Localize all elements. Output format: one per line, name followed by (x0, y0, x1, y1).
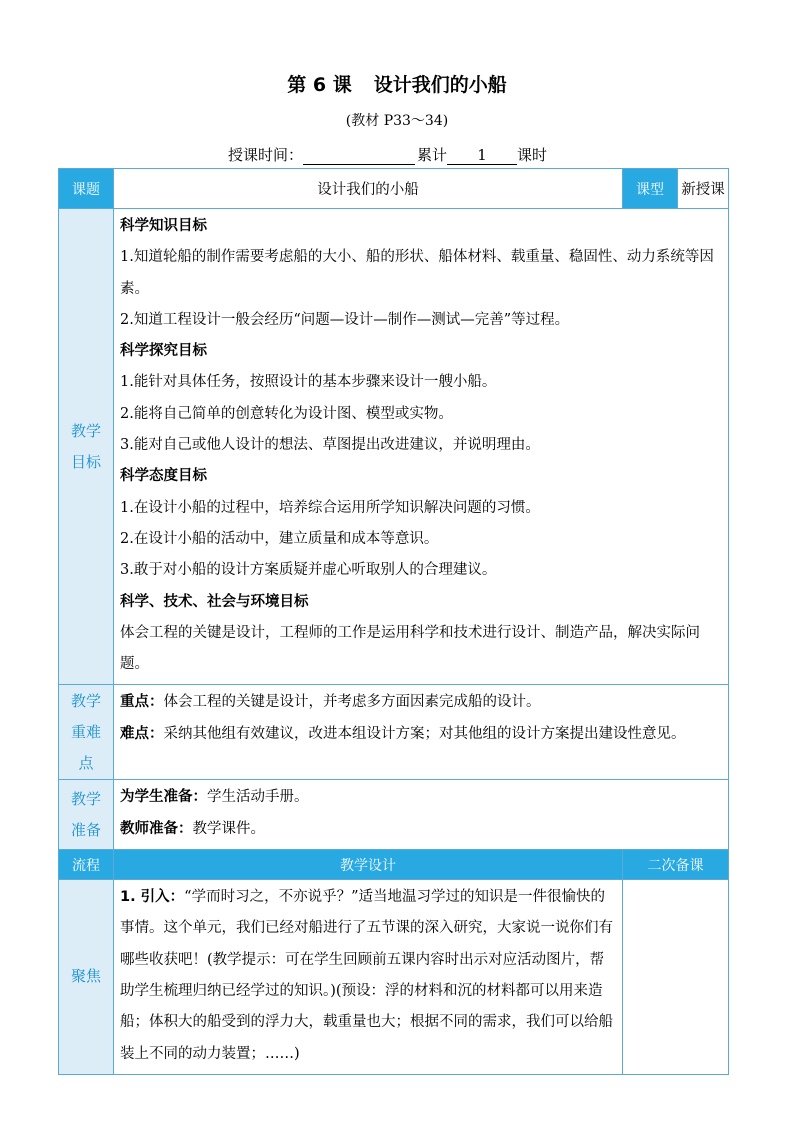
objective-item: 1.能针对具体任务，按照设计的基本步骤来设计一艘小船。 (120, 374, 497, 391)
objective-item: 3.敢于对小船的设计方案质疑并虚心听取别人的合理建议。 (120, 562, 497, 579)
teacher-prep-text: 教学课件。 (192, 820, 265, 837)
second-prep-cell (623, 880, 729, 1075)
key-points-label-line: 点 (78, 753, 94, 772)
key-points-label (59, 685, 114, 780)
focus-label: 重点： (120, 694, 164, 711)
focus-text: 体会工程的关键是设计，并考虑多方面因素完成船的设计。 (163, 694, 541, 711)
objective-item: 1.知道轮船的制作需要考虑船的大小、船的形状、船体材料、载重量、稳固性、动力系统等因素。 (120, 249, 714, 297)
key-points-content (114, 685, 729, 780)
preparation-label-line: 准备 (70, 820, 101, 839)
attitude-heading: 科学态度目标 (120, 468, 207, 485)
objective-item: 1.在设计小船的过程中，培养综合运用所学知识解决问题的习惯。 (120, 499, 540, 516)
page-title (0, 70, 794, 97)
type-value: 新授课 (678, 169, 729, 209)
knowledge-heading: 科学知识目标 (120, 218, 207, 234)
time-blank (303, 150, 415, 165)
flow-header: 流程 (59, 850, 114, 880)
objectives-label-line: 教学 (70, 421, 101, 440)
objective-item: 体会工程的关键是设计，工程师的工作是运用科学和技术进行设计、制造产品，解决实际问题。 (120, 624, 700, 673)
lesson-time-line (228, 144, 547, 165)
inquiry-heading: 科学探究目标 (120, 343, 207, 360)
preparation-label-line: 教学 (70, 789, 101, 808)
hours-label: 课时 (517, 146, 548, 164)
objectives-label-line: 目标 (70, 452, 101, 471)
focus-stage-label: 聚焦 (59, 880, 114, 1075)
teacher-prep-label: 教师准备： (120, 820, 193, 837)
cumulative-value: 1 (447, 146, 517, 165)
objective-item: 2.在设计小船的活动中，建立质量和成本等意识。 (120, 530, 439, 547)
type-label: 课型 (623, 169, 678, 209)
objectives-content (114, 209, 729, 685)
sts-heading: 科学、技术、社会与环境目标 (120, 593, 309, 610)
intro-label: 1. 引入： (120, 889, 185, 906)
preparation-label (59, 780, 114, 850)
intro-text: “学而时习之，不亦说乎？”适当地温习学过的知识是一件很愉快的事情。这个单元，我们已经对船进行了五节课的深入研究，大家说一说你们有哪些收获吧！(教学提示：可在学生回顾前五课内容时出示对应活动图片，帮助学生梳理归纳已经学过的知识。)(预设：浮的材料和沉的材料都可以用来造船；体积大的船受到的浮力大，载重量也大；根据不同的需求，我们可以给船装上不同的动力装置；……) (120, 889, 613, 1062)
focus-stage-content (114, 880, 623, 1075)
preparation-content (114, 780, 729, 850)
objective-item: 2.知道工程设计一般会经历“问题—设计—制作—测试—完善”等过程。 (120, 311, 570, 328)
difficulty-label: 难点： (120, 725, 164, 742)
objective-item: 2.能将自己简单的创意转化为设计图、模型或实物。 (120, 405, 453, 422)
cumulative-label: 累计 (417, 146, 448, 164)
objective-item: 3.能对自己或他人设计的想法、草图提出改进建议，并说明理由。 (120, 437, 540, 454)
topic-label: 课题 (59, 169, 114, 209)
topic-value: 设计我们的小船 (114, 169, 623, 209)
objectives-label (59, 209, 114, 685)
time-label: 授课时间： (228, 146, 304, 164)
textbook-pages: (教材 P33～34) (345, 113, 449, 129)
design-header: 教学设计 (114, 850, 623, 880)
lesson-plan-table (58, 168, 729, 1075)
lesson-title: 设计我们的小船 (373, 74, 507, 96)
student-prep-text: 学生活动手册。 (207, 789, 309, 806)
student-prep-label: 为学生准备： (120, 789, 207, 806)
difficulty-text: 采纳其他组有效建议，改进本组设计方案；对其他组的设计方案提出建设性意见。 (163, 725, 686, 742)
lesson-number: 第 6 课 (287, 74, 352, 96)
second-prep-header: 二次备课 (623, 850, 729, 880)
key-points-label-line: 教学 (70, 691, 101, 710)
key-points-label-line: 重难 (70, 722, 101, 741)
